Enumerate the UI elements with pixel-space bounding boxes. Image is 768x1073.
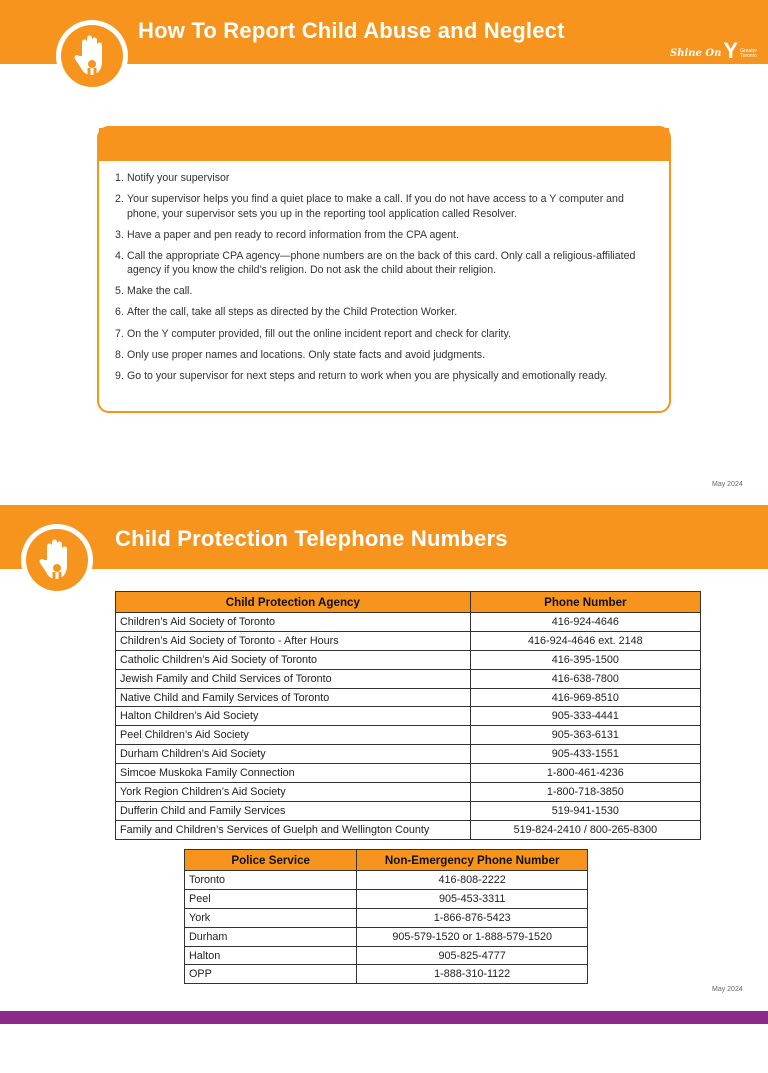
hand-logo-icon [21,524,93,596]
phone-cell: 1-800-461-4236 [470,764,700,783]
phone-cell: 1-888-310-1122 [357,965,588,984]
page1-date: May 2024 [712,481,743,488]
police-table-header [185,850,588,871]
step-item [115,249,651,278]
phone-column-header: Phone Number [470,592,700,613]
police-table [184,849,588,984]
step-number: 4. [115,249,124,262]
step-text: Make the call. [127,285,193,298]
agency-row [116,707,701,726]
step-number: 5. [115,285,124,298]
agency-table [115,591,701,840]
agency-row [116,745,701,764]
step-text: Your supervisor helps you find a quiet place to make a call. If you do not have access to a Y computer and phone, your supervisor sets you up in the reporting tool application called Resolver. [127,193,624,220]
step-number: 8. [115,348,124,361]
agency-column-header: Child Protection Agency [116,592,471,613]
step-text: After the call, take all steps as directed by the Child Protection Worker. [127,306,458,319]
name-cell: Jewish Family and Child Services of Toronto [116,669,471,688]
agency-row [116,801,701,820]
brand-sub: Greater Toronto [740,47,758,59]
name-cell: York Region Children’s Aid Society [116,783,471,802]
police-column-header: Police Service [185,850,357,871]
page1-title: How To Report Child Abuse and Neglect [138,18,565,43]
name-cell: Dufferin Child and Family Services [116,801,471,820]
step-text: Call the appropriate CPA agency—phone numbers are on the back of this card. Only call a religious-affiliated agency if you know the child’s religion. Do not ask the child about their religion. [127,249,636,277]
phone-cell: 905-579-1520 or 1-888-579-1520 [357,927,588,946]
name-cell: Halton [185,946,357,965]
brand-tagline: Shine On [636,1058,688,1069]
phone-cell: 1-800-718-3850 [470,783,700,802]
police-row [185,908,588,927]
agency-row [116,764,701,783]
name-cell: York [185,908,357,927]
phone-cell: 905-453-3311 [357,889,588,908]
name-cell: Simcoe Muskoka Family Connection [116,764,471,783]
phone-cell: 905-825-4777 [357,946,588,965]
brand-mark: Y [723,38,739,63]
ymca-logo [670,36,757,62]
step-item [115,348,651,363]
phone-cell: 416-808-2222 [357,871,588,890]
name-cell: Durham Children’s Aid Society [116,745,471,764]
brand-tagline: Shine On [670,48,722,59]
name-cell: Toronto [185,871,357,890]
phone-cell: 416-924-4646 [470,613,700,632]
police-row [185,946,588,965]
phone-cell: 905-333-4441 [470,707,700,726]
brand-sub: Greater Toronto [706,1057,724,1069]
police-row [185,871,588,890]
police-row [185,927,588,946]
step-number: 1. [115,172,124,184]
name-cell: Peel Children’s Aid Society [116,726,471,745]
phone-cell: 519-824-2410 / 800-265-8300 [470,820,700,839]
name-cell: Native Child and Family Services of Toronto [116,688,471,707]
footer-bar [0,1011,768,1024]
step-item [115,284,651,299]
name-cell: Durham [185,927,357,946]
step-item [115,369,651,384]
page2-date: May 2024 [712,986,743,993]
step-number: 2. [115,193,124,206]
agency-row [116,688,701,707]
step-item [115,192,651,221]
non-emergency-column-header: Non-Emergency Phone Number [357,850,588,871]
police-row [185,889,588,908]
step-item [115,171,651,186]
step-text: Have a paper and pen ready to record information from the CPA agent. [127,228,459,241]
step-number: 6. [115,306,124,319]
agency-row [116,783,701,802]
name-cell: Children’s Aid Society of Toronto - After Hours [116,631,471,650]
phone-cell: 416-969-8510 [470,688,700,707]
card-header [99,128,669,161]
phone-cell: 416-638-7800 [470,669,700,688]
hand-logo-icon [56,20,128,92]
step-text: Only use proper names and locations. Only state facts and avoid judgments. [127,348,486,361]
step-number: 9. [115,369,124,382]
name-cell: OPP [185,965,357,984]
step-text: On the Y computer provided, fill out the online incident report and check for clarity. [127,327,511,340]
agency-row [116,820,701,839]
name-cell: Peel [185,889,357,908]
step-item [115,228,651,243]
police-row [185,965,588,984]
name-cell: Catholic Children’s Aid Society of Toronto [116,650,471,669]
agency-table-header [116,592,701,613]
agency-row [116,631,701,650]
step-number: 3. [115,228,124,241]
step-number: 7. [115,327,124,340]
agency-row [116,669,701,688]
page2-title: Child Protection Telephone Numbers [115,526,508,551]
phone-cell: 905-363-6131 [470,726,700,745]
step-item [115,327,651,342]
agency-row [116,726,701,745]
step-text: Go to your supervisor for next steps and return to work when you are physically and emotionally ready. [127,369,608,382]
phone-cell: 1-866-876-5423 [357,908,588,927]
name-cell: Family and Children’s Services of Guelph and Wellington County [116,820,471,839]
steps-list [99,161,669,383]
agency-row [116,650,701,669]
phone-cell: 416-924-4646 ext. 2148 [470,631,700,650]
name-cell: Halton Children’s Aid Society [116,707,471,726]
name-cell: Children’s Aid Society of Toronto [116,613,471,632]
step-text: Notify your supervisor [127,172,230,184]
brand-mark: Y [689,1048,705,1073]
agency-row [116,613,701,632]
step-item [115,305,651,320]
phone-cell: 416-395-1500 [470,650,700,669]
phone-cell: 519-941-1530 [470,801,700,820]
ymca-logo [636,1046,723,1072]
reporting-steps-card [97,126,671,413]
phone-cell: 905-433-1551 [470,745,700,764]
